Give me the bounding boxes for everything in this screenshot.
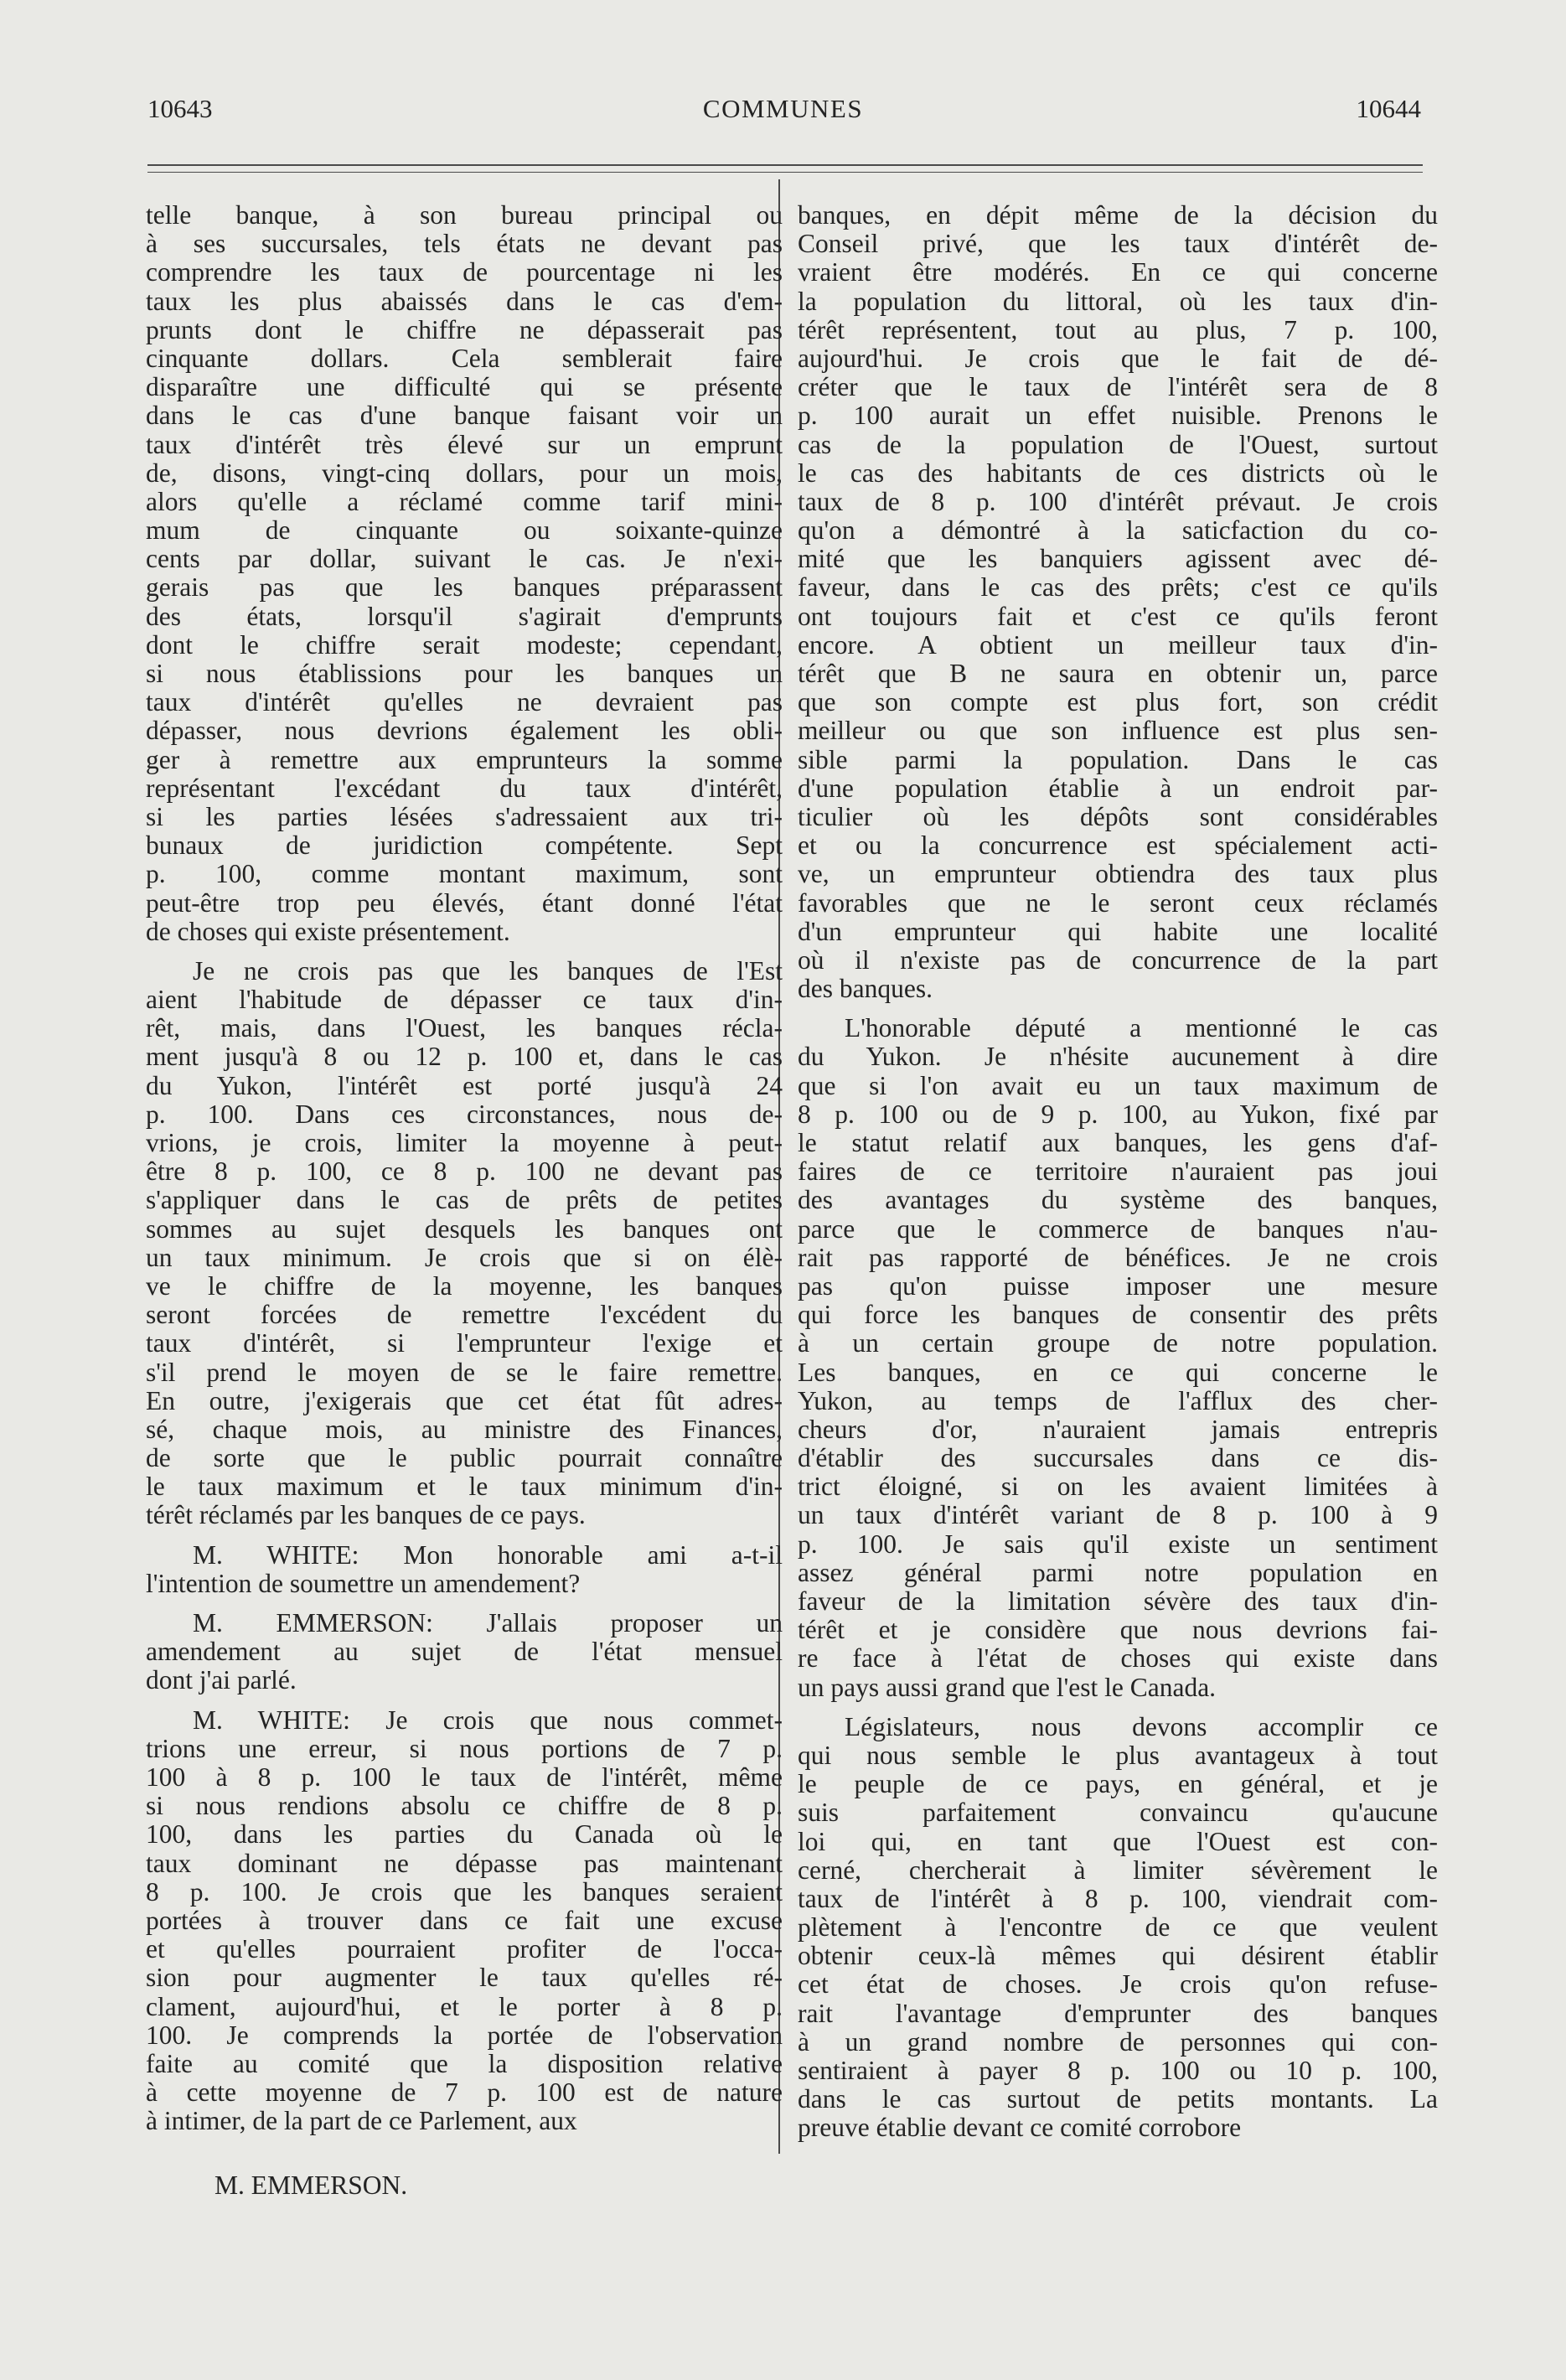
text-line: sommes au sujet desquels les banques ont <box>146 1214 783 1244</box>
text-line: gerais pas que les banques préparassent <box>146 573 783 603</box>
text-line: à intimer, de la part de ce Parlement, aux <box>146 2106 577 2136</box>
text-line: rait l'avantage d'emprunter des banques <box>798 1999 1438 2028</box>
text-line: à un certain groupe de notre population. <box>798 1329 1438 1358</box>
text-line: Je ne crois pas que les banques de l'Est <box>193 956 783 986</box>
text-line: de choses qui existe présentement. <box>146 916 510 946</box>
text-line: des avantages du système des banques, <box>798 1186 1438 1215</box>
text-line: du Yukon, l'intérêt est porté jusqu'à 24 <box>146 1071 783 1100</box>
text-line: assez général parmi notre population en <box>798 1558 1438 1587</box>
text-line: d'une population établie à un endroit par- <box>798 774 1438 803</box>
text-line: portées à trouver dans ce fait une excuse <box>146 1906 783 1935</box>
text-line: taux d'intérêt qu'elles ne devraient pas <box>146 688 783 717</box>
text-line: cents par dollar, suivant le cas. Je n'exi- <box>146 545 783 574</box>
text-line: parce que le commerce de banques n'au- <box>798 1214 1438 1244</box>
text-line: s'appliquer dans le cas de prêts de petites <box>146 1186 783 1215</box>
text-line: que son compte est plus fort, son crédit <box>798 688 1438 717</box>
text-line: ve, un emprunteur obtiendra des taux plus <box>798 860 1438 889</box>
text-line: qui force les banques de consentir des prêts <box>798 1301 1438 1330</box>
text-line: p. 100 aurait un effet nuisible. Prenons le <box>798 401 1438 431</box>
text-line: cas de la population de l'Ouest, surtout <box>798 430 1438 459</box>
text-line: cheurs d'or, n'auraient jamais entrepris <box>798 1415 1438 1444</box>
right-column <box>798 201 1438 2143</box>
text-line: dans le cas surtout de petits montants. La <box>798 2085 1438 2114</box>
text-line: à ses succursales, tels états ne devant pas <box>146 230 783 259</box>
text-line: le statut relatif aux banques, les gens d'af- <box>798 1129 1438 1158</box>
text-line: dont j'ai parlé. <box>146 1665 297 1695</box>
text-line: térêt représentent, tout au plus, 7 p. 100, <box>798 315 1438 344</box>
text-line: cerné, chercherait à limiter sévèrement le <box>798 1855 1438 1885</box>
left-page-number: 10643 <box>147 94 213 123</box>
text-line: plètement à l'encontre de ce que veulent <box>798 1913 1438 1943</box>
text-line: preuve établie devant ce comité corrobore <box>798 2113 1242 2143</box>
text-line: M. WHITE: Mon honorable ami a-t-il <box>193 1540 783 1570</box>
text-line: ve le chiffre de la moyenne, les banques <box>146 1271 783 1301</box>
text-line: pas qu'on puisse imposer une mesure <box>798 1271 1438 1301</box>
text-line: alors qu'elle a réclamé comme tarif mini- <box>146 487 783 516</box>
text-line: un taux d'intérêt variant de 8 p. 100 à 9 <box>798 1501 1438 1530</box>
left-column <box>146 201 783 2135</box>
text-line: le peuple de ce pays, en général, et je <box>798 1770 1438 1799</box>
text-line: vraient être modérés. En ce qui concerne <box>798 258 1438 287</box>
text-line: mité que les banquiers agissent avec dé- <box>798 545 1438 574</box>
text-line: des états, lorsqu'il s'agirait d'emprunts <box>146 602 783 631</box>
text-line: ticulier où les dépôts sont considérables <box>798 802 1438 831</box>
text-line: être 8 p. 100, ce 8 p. 100 ne devant pas <box>146 1157 783 1187</box>
text-line: faite au comité que la disposition relative <box>146 2049 783 2078</box>
text-line: et ou la concurrence est spécialement acti- <box>798 831 1438 861</box>
text-line: créter que le taux de l'intérêt sera de 8 <box>798 373 1438 402</box>
text-line: taux de 8 p. 100 d'intérêt prévaut. Je crois <box>798 487 1438 516</box>
text-line: 100, dans les parties du Canada où le <box>146 1820 783 1850</box>
text-line: Yukon, au temps de l'afflux des cher- <box>798 1386 1438 1415</box>
text-line: si nous rendions absolu ce chiffre de 8 p. <box>146 1792 783 1821</box>
text-line: la population du littoral, où les taux d'in- <box>798 287 1438 316</box>
text-line: ger à remettre aux emprunteurs la somme <box>146 745 783 774</box>
text-line: disparaître une difficulté qui se présente <box>146 373 783 402</box>
text-line: encore. A obtient un meilleur taux d'in- <box>798 630 1438 660</box>
text-line: rêt, mais, dans l'Ouest, les banques récla- <box>146 1014 783 1043</box>
text-line: amendement au sujet de l'état mensuel <box>146 1638 783 1667</box>
page-title: COMMUNES <box>702 94 864 123</box>
text-line: obtenir ceux-là mêmes qui désirent établir <box>798 1942 1438 1971</box>
text-line: aujourd'hui. Je crois que le fait de dé- <box>798 344 1438 373</box>
text-line: bunaux de juridiction compétente. Sept <box>146 831 783 861</box>
text-line: à cette moyenne de 7 p. 100 est de nature <box>146 2078 783 2108</box>
text-line: Les banques, en ce qui concerne le <box>798 1358 1438 1387</box>
text-line: de, disons, vingt-cinq dollars, pour un mois, <box>146 458 783 488</box>
text-line: faveur, dans le cas des prêts; c'est ce qu'ils <box>798 573 1438 603</box>
text-line: cinquante dollars. Cela semblerait faire <box>146 344 783 373</box>
text-line: favorables que ne le seront ceux réclamés <box>798 888 1438 918</box>
text-line: le cas des habitants de ces districts où le <box>798 458 1438 488</box>
text-line: trict éloigné, si on les avaient limitées à <box>798 1472 1438 1502</box>
text-line: taux d'intérêt très élevé sur un emprunt <box>146 430 783 459</box>
text-line: térêt réclamés par les banques de ce pays. <box>146 1500 586 1530</box>
signature-line: M. EMMERSON. <box>214 2170 408 2200</box>
text-line: p. 100. Je sais qu'il existe un sentiment <box>798 1529 1438 1559</box>
text-line: et qu'elles pourraient profiter de l'occa- <box>146 1935 783 1964</box>
text-line: telle banque, à son bureau principal ou <box>146 201 783 230</box>
text-line: faires de ce territoire n'auraient pas joui <box>798 1157 1438 1187</box>
text-line: dont le chiffre serait modeste; cependant, <box>146 630 783 660</box>
text-line: faveur de la limitation sévère des taux d'in- <box>798 1587 1438 1617</box>
text-line: d'un emprunteur qui habite une localité <box>798 917 1438 946</box>
text-line: meilleur ou que son influence est plus sen- <box>798 717 1438 746</box>
text-line: Conseil privé, que les taux d'intérêt de- <box>798 230 1438 259</box>
text-line: sion pour augmenter le taux qu'elles ré- <box>146 1964 783 1993</box>
text-line: d'établir des succursales dans ce dis- <box>798 1444 1438 1473</box>
text-line: p. 100, comme montant maximum, sont <box>146 860 783 889</box>
text-line: vrions, je crois, limiter la moyenne à peut- <box>146 1129 783 1158</box>
text-line: dans le cas d'une banque faisant voir un <box>146 401 783 431</box>
text-line: du Yukon. Je n'hésite aucunement à dire <box>798 1043 1438 1072</box>
text-line: le taux maximum et le taux minimum d'in- <box>146 1472 783 1502</box>
text-line: l'intention de soumettre un amendement? <box>146 1568 581 1598</box>
text-line: s'il prend le moyen de se le faire remettre. <box>146 1358 783 1387</box>
text-line: suis parfaitement convaincu qu'aucune <box>798 1798 1438 1828</box>
text-line: dépasser, nous devrions également les obli- <box>146 717 783 746</box>
text-line: 100 à 8 p. 100 le taux de l'intérêt, même <box>146 1763 783 1792</box>
text-line: taux les plus abaissés dans le cas d'em- <box>146 287 783 316</box>
text-line: comprendre les taux de pourcentage ni les <box>146 258 783 287</box>
text-line: re face à l'état de choses qui existe dans <box>798 1644 1438 1674</box>
right-page-number: 10644 <box>1356 94 1421 123</box>
text-line: un taux minimum. Je crois que si on élè- <box>146 1243 783 1272</box>
text-line: 8 p. 100 ou de 9 p. 100, au Yukon, fixé par <box>798 1099 1438 1129</box>
text-line: taux de l'intérêt à 8 p. 100, viendrait com- <box>798 1884 1438 1913</box>
text-line: 8 p. 100. Je crois que les banques seraient <box>146 1877 783 1907</box>
text-line: p. 100. Dans ces circonstances, nous de- <box>146 1099 783 1129</box>
text-line: loi qui, en tant que l'Ouest est con- <box>798 1827 1438 1856</box>
text-line: En outre, j'exigerais que cet état fût adres- <box>146 1386 783 1415</box>
text-line: que si l'on avait eu un taux maximum de <box>798 1071 1438 1100</box>
page-header <box>0 94 1566 137</box>
text-line: où il n'existe pas de concurrence de la part <box>798 945 1438 975</box>
text-line: de sorte que le public pourrait connaître <box>146 1444 783 1473</box>
text-line: ont toujours fait et c'est ce qu'ils feront <box>798 602 1438 631</box>
text-line: M. WHITE: Je crois que nous commet- <box>193 1705 783 1735</box>
text-line: Législateurs, nous devons accomplir ce <box>845 1712 1438 1741</box>
text-line: aient l'habitude de dépasser ce taux d'in- <box>146 986 783 1015</box>
text-line: à un grand nombre de personnes qui con- <box>798 2027 1438 2057</box>
text-line: sible parmi la population. Dans le cas <box>798 745 1438 774</box>
text-line: seront forcées de remettre l'excédent du <box>146 1301 783 1330</box>
text-line: prunts dont le chiffre ne dépasserait pas <box>146 315 783 344</box>
text-line: 100. Je comprends la portée de l'observation <box>146 2020 783 2050</box>
text-line: sentiraient à payer 8 p. 100 ou 10 p. 100, <box>798 2057 1438 2086</box>
text-line: L'honorable député a mentionné le cas <box>845 1014 1438 1043</box>
text-line: clament, aujourd'hui, et le porter à 8 p. <box>146 1992 783 2021</box>
text-line: des banques. <box>798 974 933 1004</box>
text-line: trions une erreur, si nous portions de 7 p. <box>146 1734 783 1763</box>
text-line: peut-être trop peu élevés, étant donné l'état <box>146 888 783 918</box>
text-line: taux d'intérêt, si l'emprunteur l'exige et <box>146 1329 783 1358</box>
text-line: térêt que B ne saura en obtenir un, parce <box>798 660 1438 688</box>
text-line: rait pas rapporté de bénéfices. Je ne crois <box>798 1243 1438 1272</box>
text-line: si les parties lésées s'adressaient aux tri- <box>146 802 783 831</box>
text-line: un pays aussi grand que l'est le Canada. <box>798 1672 1217 1702</box>
text-line: si nous établissions pour les banques un <box>146 660 783 688</box>
text-line: représentant l'excédant du taux d'intérêt, <box>146 774 783 803</box>
text-line: banques, en dépit même de la décision du <box>798 201 1438 230</box>
text-line: sé, chaque mois, au ministre des Finances, <box>146 1415 783 1444</box>
text-line: térêt et je considère que nous devrions fai- <box>798 1616 1438 1645</box>
text-line: cet état de choses. Je crois qu'on refuse- <box>798 1970 1438 2000</box>
text-line: M. EMMERSON: J'allais proposer un <box>193 1609 783 1638</box>
text-line: qu'on a démontré à la saticfaction du co- <box>798 516 1438 546</box>
text-line: ment jusqu'à 8 ou 12 p. 100 et, dans le cas <box>146 1043 783 1072</box>
header-rule-bottom <box>147 172 1423 173</box>
text-line: qui nous semble le plus avantageux à tout <box>798 1741 1438 1770</box>
header-rule-top <box>147 164 1423 166</box>
text-line: mum de cinquante ou soixante-quinze <box>146 516 783 546</box>
text-line: taux dominant ne dépasse pas maintenant <box>146 1849 783 1878</box>
